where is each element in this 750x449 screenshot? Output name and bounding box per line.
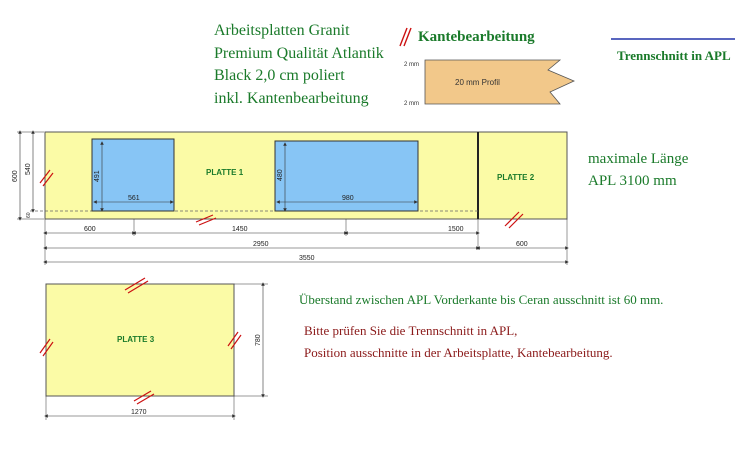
cut-mark-icon xyxy=(400,28,411,46)
edge-title: Kantebearbeitung xyxy=(418,29,535,45)
check-line1: Bitte prüfen Sie die Trennschnitt in APL, xyxy=(304,323,518,338)
cutout-1-height: 491 xyxy=(94,170,101,182)
check-line2: Position ausschnitte in der Arbeitsplatte, Kantebearbeitung. xyxy=(304,345,613,360)
dim-600-a: 600 xyxy=(84,226,96,233)
plate-3-width: 1270 xyxy=(131,409,147,416)
profile-top-mm: 2 mm xyxy=(404,62,419,68)
dim-2950: 2950 xyxy=(253,241,269,248)
plate-1-label: PLATTE 1 xyxy=(206,168,244,177)
material-line: Black 2,0 cm poliert xyxy=(214,67,345,84)
legend-label: Trennschnitt in APL xyxy=(617,48,731,63)
dim-1450: 1450 xyxy=(232,226,248,233)
dim-1500: 1500 xyxy=(448,226,464,233)
cutout-2-height: 480 xyxy=(277,169,284,181)
cutout-2-width: 980 xyxy=(342,195,354,202)
dim-600-b: 600 xyxy=(516,241,528,248)
plate-3-height: 780 xyxy=(255,334,262,346)
dim-3550: 3550 xyxy=(299,255,315,262)
dim-height-540: 540 xyxy=(25,163,32,175)
plate-2-label: PLATTE 2 xyxy=(497,173,535,182)
material-line: inkl. Kantenbearbeitung xyxy=(214,89,369,107)
overhang-note: Überstand zwischen APL Vorderkante bis Ceran ausschnitt ist 60 mm. xyxy=(299,292,664,307)
max-length-line1: maximale Länge xyxy=(588,151,689,167)
dim-height-600: 600 xyxy=(12,170,19,182)
material-line: Arbeitsplatten Granit xyxy=(214,22,350,39)
profile-label: 20 mm Profil xyxy=(455,78,500,87)
profile-bottom-mm: 2 mm xyxy=(404,101,419,107)
max-length-line2: APL 3100 mm xyxy=(588,173,677,189)
material-line: Premium Qualität Atlantik xyxy=(214,44,384,62)
cutout-1-width: 561 xyxy=(128,195,140,202)
dim-height-60: 60 xyxy=(26,212,32,218)
plate-3-label: PLATTE 3 xyxy=(117,335,155,344)
